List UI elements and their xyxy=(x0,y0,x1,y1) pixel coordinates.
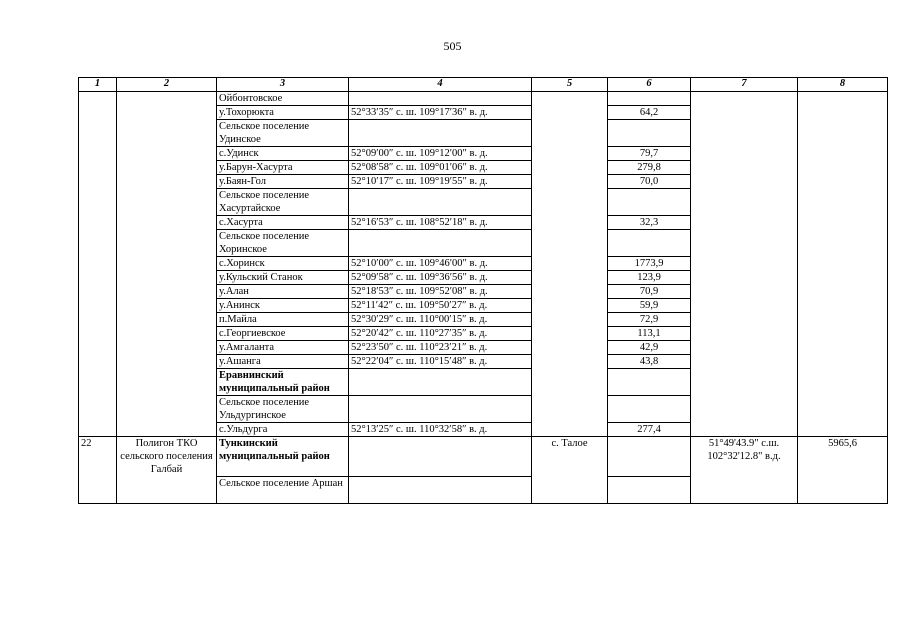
territory-name: Сельское поселение Хоринское xyxy=(217,230,349,257)
territory-name: с.Георгиевское xyxy=(217,327,349,341)
coordinates-cell: 52°20′42″ с. ш. 110°27′35″ в. д. xyxy=(349,327,532,341)
coordinates-cell: 52°11′42″ с. ш. 109°50′27″ в. д. xyxy=(349,299,532,313)
territory-name: Сельское поселение Ульдургинское xyxy=(217,396,349,423)
territory-name: с.Ульдурга xyxy=(217,423,349,437)
territory-name: Сельское поселение Хасуртайское xyxy=(217,189,349,216)
coordinates-cell: 52°22′04″ с. ш. 110°15′48″ в. д. xyxy=(349,355,532,369)
header-col-6: 6 xyxy=(608,78,691,92)
entry-number xyxy=(79,92,117,437)
header-col-4: 4 xyxy=(349,78,532,92)
coordinates-cell xyxy=(349,189,532,216)
header-col-2: 2 xyxy=(117,78,217,92)
distance-cell: 1773,9 xyxy=(608,257,691,271)
object-value: 5965,6 xyxy=(798,437,888,504)
distance-cell: 123,9 xyxy=(608,271,691,285)
object-coordinates xyxy=(691,92,798,437)
entry-number: 22 xyxy=(79,437,117,504)
page-number: 505 xyxy=(443,39,462,53)
distance-cell: 70,0 xyxy=(608,175,691,189)
header-col-5: 5 xyxy=(532,78,608,92)
territory-name: п.Майла xyxy=(217,313,349,327)
entry-22 xyxy=(79,437,888,504)
distance-cell: 64,2 xyxy=(608,106,691,120)
header-col-1: 1 xyxy=(79,78,117,92)
coordinates-cell xyxy=(349,230,532,257)
document-table xyxy=(78,77,888,504)
territory-name: у.Баян-Гол xyxy=(217,175,349,189)
coordinates-cell xyxy=(349,437,532,477)
territory-name: Тункинский муниципальный район xyxy=(217,437,349,477)
distance-cell xyxy=(608,396,691,423)
object-name: Полигон ТКО сельского поселения Галбай xyxy=(117,437,217,504)
distance-cell: 279,8 xyxy=(608,161,691,175)
distance-cell xyxy=(608,369,691,396)
header-col-8: 8 xyxy=(798,78,888,92)
coordinates-cell: 52°33′35″ с. ш. 109°17′36″ в. д. xyxy=(349,106,532,120)
territory-name: с.Хасурта xyxy=(217,216,349,230)
distance-cell: 113,1 xyxy=(608,327,691,341)
territory-name: Сельское поселение Удинское xyxy=(217,120,349,147)
object-coordinates: 51°49'43.9" с.ш. 102°32'12.8" в.д. xyxy=(691,437,798,504)
distance-cell xyxy=(608,437,691,477)
coordinates-cell xyxy=(349,120,532,147)
coordinates-cell: 52°18′53″ с. ш. 109°52′08″ в. д. xyxy=(349,285,532,299)
table-row xyxy=(79,437,888,477)
territory-name: у.Анинск xyxy=(217,299,349,313)
coordinates-cell: 52°30′29″ с. ш. 110°00′15″ в. д. xyxy=(349,313,532,327)
object-value xyxy=(798,92,888,437)
territory-name: у.Амгаланта xyxy=(217,341,349,355)
object-name xyxy=(117,92,217,437)
distance-cell: 79,7 xyxy=(608,147,691,161)
distance-cell: 59,9 xyxy=(608,299,691,313)
coordinates-cell: 52°10′00″ с. ш. 109°46′00″ в. д. xyxy=(349,257,532,271)
location-cell: с. Талое xyxy=(532,437,608,504)
territory-name: у.Ашанга xyxy=(217,355,349,369)
header-col-7: 7 xyxy=(691,78,798,92)
territory-name: Сельское поселение Аршан xyxy=(217,477,349,504)
coordinates-cell: 52°09′58″ с. ш. 109°36′56″ в. д. xyxy=(349,271,532,285)
distance-cell: 72,9 xyxy=(608,313,691,327)
coordinates-cell xyxy=(349,92,532,106)
distance-cell xyxy=(608,120,691,147)
territory-name: у.Алан xyxy=(217,285,349,299)
distance-cell: 32,3 xyxy=(608,216,691,230)
header-col-3: 3 xyxy=(217,78,349,92)
territory-name: у.Тохорюкта xyxy=(217,106,349,120)
coordinates-cell xyxy=(349,477,532,504)
territory-name: Еравнинский муниципальный район xyxy=(217,369,349,396)
distance-cell: 42,9 xyxy=(608,341,691,355)
distance-cell: 277,4 xyxy=(608,423,691,437)
location-cell xyxy=(532,92,608,437)
coordinates-cell: 52°16′53″ с. ш. 108°52′18″ в. д. xyxy=(349,216,532,230)
territory-name: с.Хоринск xyxy=(217,257,349,271)
coordinates-cell xyxy=(349,396,532,423)
distance-cell xyxy=(608,92,691,106)
distance-cell xyxy=(608,189,691,216)
coordinates-cell: 52°13′25″ с. ш. 110°32′58″ в. д. xyxy=(349,423,532,437)
distance-cell xyxy=(608,230,691,257)
distance-cell: 43,8 xyxy=(608,355,691,369)
coordinates-cell: 52°23′50″ с. ш. 110°23′21″ в. д. xyxy=(349,341,532,355)
table-row xyxy=(79,92,888,106)
coordinates-cell: 52°08′58″ с. ш. 109°01′06″ в. д. xyxy=(349,161,532,175)
territory-name: у.Кульский Станок xyxy=(217,271,349,285)
territory-name: Ойбонтовское xyxy=(217,92,349,106)
territory-name: с.Удинск xyxy=(217,147,349,161)
table-body xyxy=(79,92,888,437)
distance-cell: 70,9 xyxy=(608,285,691,299)
header-row xyxy=(79,78,888,92)
coordinates-cell: 52°10′17″ с. ш. 109°19′55″ в. д. xyxy=(349,175,532,189)
territory-name: у.Барун-Хасурта xyxy=(217,161,349,175)
coordinates-cell: 52°09′00″ с. ш. 109°12′00″ в. д. xyxy=(349,147,532,161)
coordinates-cell xyxy=(349,369,532,396)
distance-cell xyxy=(608,477,691,504)
